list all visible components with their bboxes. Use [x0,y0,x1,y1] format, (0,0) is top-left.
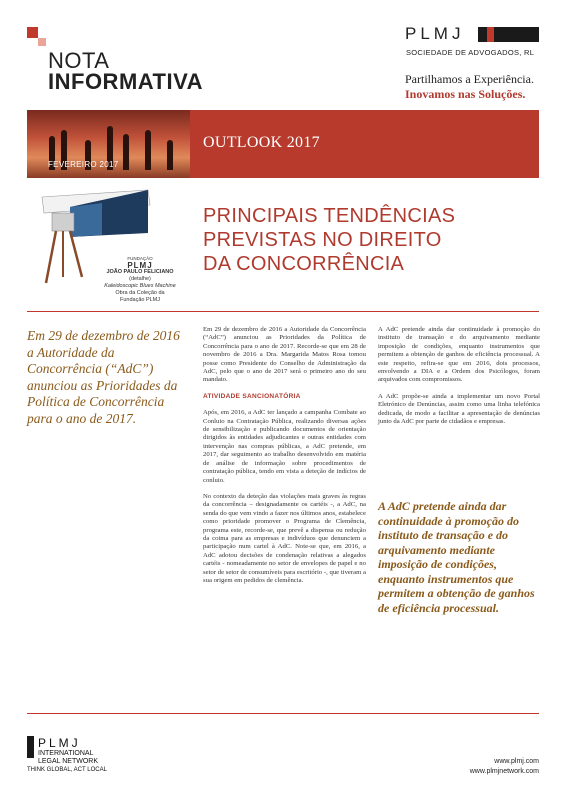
issue-date: FEVEREIRO 2017 [48,160,119,169]
paragraph: A AdC pretende ainda dar continuidade à promoção do instituto de transação e do arquivamento mediante imposição de condições, enquanto instrumentos que permitem a obtenção de ganhos de eficiência processual. A este respeito, refira-se que em 2016, dois processos, envolvendo a DIA e a Ordem dos Psicólogos, foram arquivados com compromissos. [378,326,540,384]
paragraph: Em 29 de dezembro de 2016 a Autoridade da Concorrência (“AdC”) anunciou as Prioridades da Política de Concorrência para o ano de 2017. Recorde-se que em 28 de novembro de 2016 a Dra. Margarida Matos Rosa tomou posse como Presidente do Conselho de Administração da AdC, pelo que o ano de 2017 será o primeiro ano do seu mandato. [203,326,366,384]
foundation-label: FUNDAÇÃO [127,256,153,261]
left-pull-quote: Em 29 de dezembro de 2016 a Autoridade da Concorrência (“AdC”) anunciou as Prioridades da Política de Concorrência para o ano de 2017. [27,328,180,426]
informativa-heading: INFORMATIVA [48,69,203,94]
website-link[interactable]: www.plmj.com [494,758,539,765]
footer-slogan: THINK GLOBAL, ACT LOCAL [27,767,107,773]
right-pull-quote: A AdC pretende ainda dar continuidade à promoção do instituto de transação e do arquivamento mediante imposição de condições, enquanto instrumentos que permitem a obtenção de ganhos de eficiência processual. [378,499,535,615]
tagline-innovation: Inovamos nas Soluções. [405,87,526,101]
artwork-caption [90,255,190,304]
collection-line1: Obra da Coleção da [115,290,165,296]
paragraph: A AdC propõe-se ainda a implementar um novo Portal Eletrónico de Denúncias, assim como uma linha telefónica dedicada, de modo a facilitar a apresentação de denúncias junto da AdC por parte de cidadãos e empresas. [378,392,540,426]
footer-logo: PLMJ [38,736,81,750]
section-title: OUTLOOK 2017 [203,134,320,151]
tagline-experience: Partilhamos a Experiência. [405,72,534,86]
title-line-1: PRINCIPAIS TENDÊNCIAS [203,205,456,227]
collection-line2: Fundação PLMJ [119,297,161,303]
network-line2: LEGAL NETWORK [38,758,99,765]
section-subhead: ATIVIDADE SANCIONATÓRIA [203,392,301,400]
article-title [203,204,533,276]
nota-heading: NOTA [48,48,110,73]
plmj-logo-accent [487,27,494,42]
title-line-2: PREVISTAS NO DIREITO [203,229,442,251]
footer-logo-bar [27,736,34,758]
article-column-1 [203,326,366,593]
footer-network [38,750,98,766]
artist-name: JOÃO PAULO FELICIANO [106,269,174,275]
logo-subtitle: SOCIEDADE DE ADVOGADOS, RL [406,48,535,57]
plmj-logo: PLMJ [405,24,465,43]
network-line1: INTERNATIONAL [38,750,94,757]
logo-square-light [38,38,46,46]
divider-top [27,311,539,312]
foundation-logo: PLMJ [127,261,153,270]
title-line-3: DA CONCORRÊNCIA [203,253,405,275]
article-column-2 [378,326,540,434]
paragraph: Após, em 2016, a AdC ter lançado a campanha Combate ao Conluio na Contratação Pública, realizando diversas ações de sensibilização e publicando documentos de orientação dirigidos às entidades adjudicantes e outras entidades com intervenção nas compras públicas, a AdC pretende, em 2017, dar seguimento ao trabalho desenvolvido em matéria de análise de informação sobre procedimentos de contratação pública, tendo em vista a deteção de indícios de conluio. [203,409,366,484]
logo-square-dark [27,27,38,38]
paragraph: No contexto da deteção das violações mais graves às regras da concorrência – designadamente os cartéis -, a AdC, na senda do que vem vindo a fazer nos últimos anos, estabelece como prioridade promover o Programa de Clemência, programa este, recorde-se, que prevê a dispensa ou redução da coima para as empresas e indivíduos que denunciem a participação num cartel à AdC. Note-se que, em 2016, a AdC adotou decisões de condenação relativas a alegados cartéis - nomeadamente no setor de envelopes de papel e no setor de setor de consumíveis para escritório -, que tiveram a sua origem em pedidos de clemência. [203,492,366,584]
network-website-link[interactable]: www.plmjnetwork.com [469,768,539,775]
divider-bottom [27,713,539,714]
artwork-title: Kaleidoscopic Blues Machine [104,283,176,289]
artwork-detail: (detalhe) [129,276,151,282]
